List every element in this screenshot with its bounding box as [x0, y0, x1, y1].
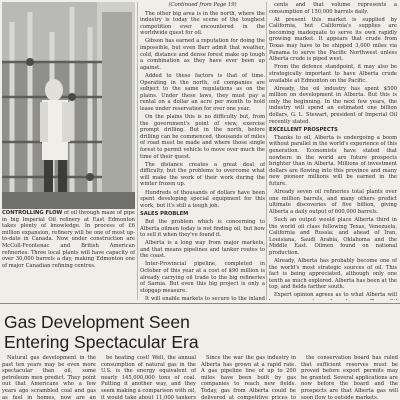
- column-divider: [266, 2, 267, 300]
- refinery-photo: [2, 2, 135, 209]
- continued-note: (Continued from Page 19): [168, 2, 237, 8]
- paragraph: Added to these factors is that of time. Operating in the north, oil companies are subject to the same regulations as on the plains. Under these laws, they must pay a rental on a dollar an acre per month to hold lease under reservation for over one year.: [140, 72, 265, 112]
- paragraph: the conservation board has ruled that sufficient reserves must be proved before export permits may be granted. Several applications are now before the board and the prospects are that Alberta gas will soon flow to outside markets.: [301, 355, 398, 400]
- body-column: [301, 355, 398, 400]
- paragraph: Inter-Provincial pipeline, completed in October of this year at a cost of $90 million is already carrying oil trade to the big refineries of Sarnia. But even this big project is only a stopgap measure.: [140, 261, 265, 294]
- headline-line: Entering Spectacular Era: [4, 332, 199, 352]
- article-column-three: [269, 2, 397, 300]
- photo-caption: [2, 210, 135, 300]
- paragraph: Natural gas development in the past ten years may be even more spectacular than oil, some petroleum men predict. They point out that Americans who a few years ago scrambled coal and gas as fuel in homes, now are an: [2, 355, 96, 400]
- paragraph: Gibson has earned a reputation for doing the impossible, but even Barr admit that weather, cold, distance and dense forest make up tough a combination as they have ever been up against.: [140, 38, 265, 71]
- subheading: SALES PROBLEM: [140, 211, 189, 218]
- body-column: [2, 355, 96, 400]
- section-divider: [0, 303, 400, 304]
- body-column: [101, 355, 196, 400]
- paragraph: cents and that volume represents a consumption of 150,000 barrels daily.: [269, 2, 397, 15]
- paragraph: Expert opinion agrees as to what Alberta will: [274, 292, 397, 299]
- paragraph: It will enable markets to secure to the inland: [145, 295, 265, 300]
- paragraph: At present this market is supplied by California, but California's supplies are becoming inadequate to serve its own rapidly growing market. It appears that crude from Texas may have to be shipped 3,000 miles via Panama to serve the Pacific Northwest unless Alberta crude is piped west.: [269, 16, 397, 63]
- paragraph: The other big area is in the north, where the industry is today the scene of the toughest competition ever encountered in the worldwide quest for oil.: [140, 10, 265, 37]
- paragraph: Already, Alberta has probably become one of the world's most strategic sources of oil. This fact is being appreciated, although only one tenth as much explored. Alberta has been at the top, and fields farther south.: [269, 257, 397, 291]
- paragraph: On the plains this is no difficulty but, from the government's point of view, exercise prompt drilling. But in the north, before drilling can be commenced, thousands of miles of road must be made and where those single forest to permit vehicle to move over much the time of their quest.: [140, 114, 265, 160]
- caption-lead: CONTROLLING FLOW: [2, 210, 63, 216]
- paragraph: Since the war the gas industry in Alberta has grown at a rapid rate. A gas pipeline line of up to 200 miles have been built by gas companies to reach new fields. Today, gas from Alberta could be delivered at competitive prices to: [201, 355, 296, 400]
- paragraph: Such an output would place Alberta third in the world oil class following Texas, Venezuela, California and Russia; and ahead of Iran, Louisiana, Saudi Arabia, Oklahoma and the Middle East. Oilmen found on national production.: [269, 216, 397, 256]
- paragraph: But the problem which is concerning to Alberta oilmen today is not finding oil, but how to sell it when they've found it.: [140, 218, 265, 239]
- paragraph: From the defence standpoint, it may also be strategically important to have Alberta crude available at Edmonton on the Pacific.: [269, 64, 397, 84]
- paragraph: The distance creates a great deal of difficulty, but the problems to overcome what will make the work of their work during the winter frozen up.: [140, 161, 265, 188]
- headline: [4, 312, 396, 352]
- subheading: EXCELLENT PROSPECTS: [269, 127, 338, 134]
- article-column-two: [140, 2, 265, 300]
- caption-text: of oil through maze of pipe in big Imperial Oil refinery at East Edmonton takes plenty of knowledge. In process of £6 million expansion, refinery will be one of most up-to-date in Canada. Now under construction are McColl-Frontenac and British American refineries. Three local plants will have capacity of over 30,000 barrels a day, making Edmonton one of major Canadian refining centres.: [2, 210, 135, 269]
- body-column: [201, 355, 296, 400]
- paragraph: Hundreds of thousands of dollars have been spent developing special equipment for this work, but it's still a tough job.: [140, 189, 265, 209]
- refinery-pipes-image: [2, 2, 135, 209]
- paragraph: Alberta is a long way from major markets, and that means pipelines and tanker routes to the coast.: [140, 240, 265, 260]
- paragraph: Already seven oil refineries total plants over one million barrels, and many others predict ultimate discoveries of five billion, giving Alberta a daily output of 600,000 barrels.: [269, 189, 397, 215]
- paragraph: be heating cost! Well, the annual consumption of natural gas in the U.S. is the energy equivalent of nearly 145,000,000 tons of coal. Putting it another way, and they seem making a comparison with oil, it would take about 11,000 tankers: [101, 355, 196, 400]
- column-divider: [137, 2, 138, 300]
- article-body: [2, 355, 398, 400]
- paragraph: Already, the oil industry has spent $500 million on development in Alberta. But this is only the beginning. In the next few years, the industry will spend an estimated one billion dollars, G. L. Stewart, president of Imperial Oil recently stated.: [269, 85, 397, 125]
- headline-line: Gas Development Seen: [4, 312, 190, 332]
- paragraph: Thanks to oil, Alberta is undergoing a boom without parallel in the world's experience of this generation. Economists have stated that nowhere in the world are future prospects brighter than in Alberta. Millions of investment dollars are flowing into this province and many new pioneer millions will be earned in the future.: [269, 134, 397, 187]
